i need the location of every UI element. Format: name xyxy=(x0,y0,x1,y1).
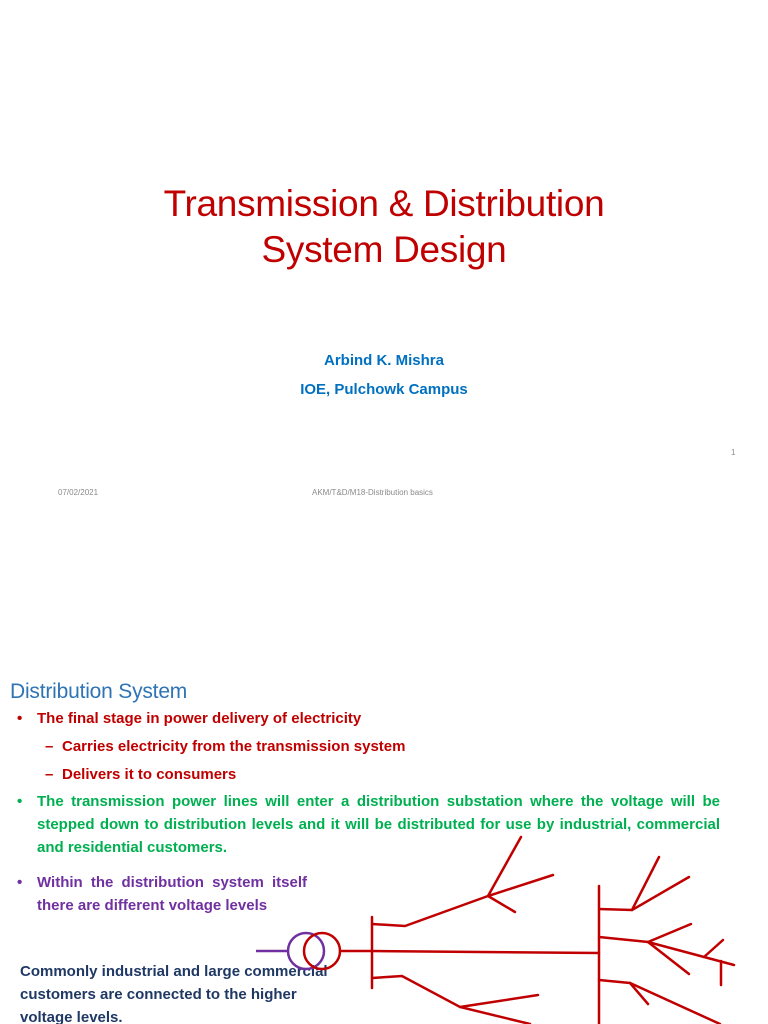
lateral-line xyxy=(648,924,691,942)
bullet-icon: • xyxy=(17,874,23,891)
slide-title-line-1: Transmission & Distribution xyxy=(163,183,605,224)
main-distribution-line xyxy=(372,951,599,953)
page-number: 1 xyxy=(731,448,736,457)
bullet-text: The transmission power lines will enter a distribution substation where the voltage will be stepped down to distribution levels and it will be distributed for use by industrial, commercial and residential customers. xyxy=(37,793,720,856)
transformer-primary-coil-icon xyxy=(288,933,324,969)
feeder-line xyxy=(599,877,689,910)
bullet-text: Within the distribution system itself there are different voltage levels xyxy=(37,874,307,914)
dash-icon: – xyxy=(45,766,54,783)
transformer-secondary-coil-icon xyxy=(304,933,340,969)
bullet-icon: • xyxy=(17,710,23,727)
feeder-line xyxy=(372,875,553,926)
footer-label: AKM/T&D/M18-Distribution basics xyxy=(312,488,433,497)
sub-bullet-text: Carries electricity from the transmission system xyxy=(62,738,406,755)
note-text: Commonly industrial and large commercial customers are connected to the higher voltage levels. xyxy=(20,963,328,1024)
bullet-icon: • xyxy=(17,793,23,810)
slide-title-line-2: System Design xyxy=(261,229,507,270)
distribution-system-slide xyxy=(0,660,768,1024)
footer-date: 07/02/2021 xyxy=(58,488,99,497)
feeder-line xyxy=(599,980,720,1024)
sub-bullet-text: Delivers it to consumers xyxy=(62,766,237,783)
dash-icon: – xyxy=(45,738,54,755)
distribution-network-diagram xyxy=(0,660,768,1024)
lateral-line xyxy=(704,940,723,957)
lateral-line xyxy=(488,896,515,912)
author-name: Arbind K. Mishra xyxy=(323,352,444,369)
slide-title: Distribution System xyxy=(10,680,188,703)
author-affiliation: IOE, Pulchowk Campus xyxy=(300,381,468,398)
feeder-line xyxy=(599,937,734,965)
lateral-line xyxy=(460,995,538,1007)
bullet-text: The final stage in power delivery of electricity xyxy=(37,710,362,727)
